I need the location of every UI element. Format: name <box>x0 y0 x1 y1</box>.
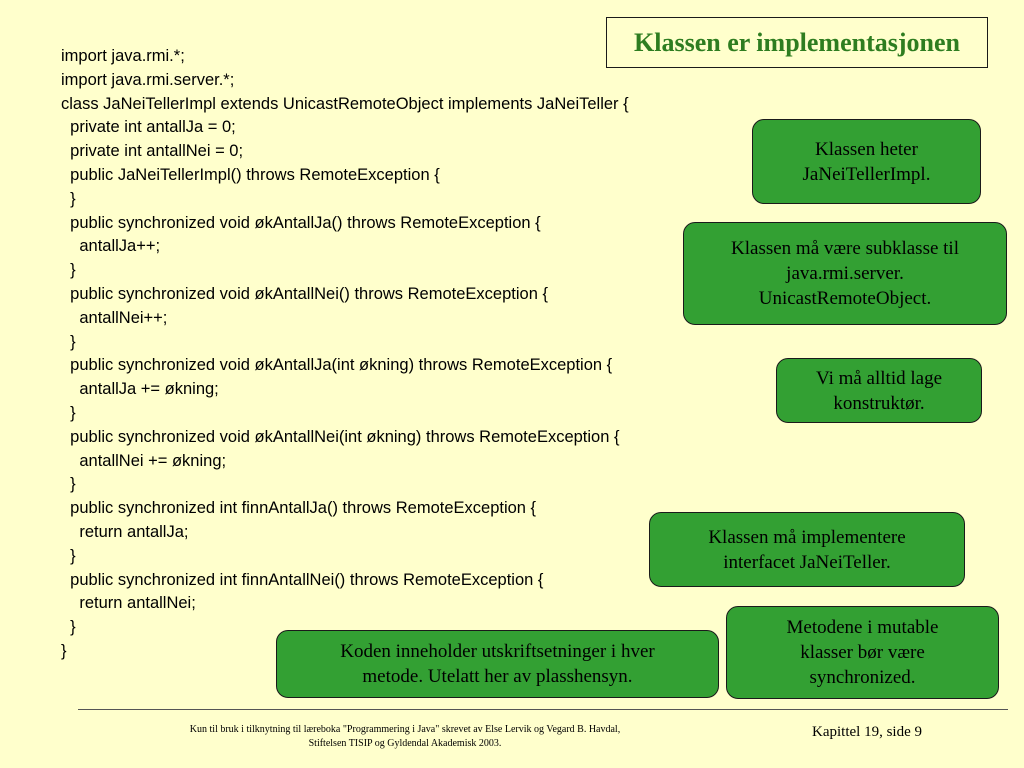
code-line: class JaNeiTellerImpl extends UnicastRemoteObject implements JaNeiTeller { <box>61 94 629 113</box>
code-line: public synchronized void økAntallNei(int økning) throws RemoteException { <box>61 427 620 446</box>
code-line: } <box>61 546 76 565</box>
code-line: } <box>61 641 67 660</box>
note-synchronized <box>726 606 999 699</box>
note-text: Koden inneholder utskriftsetninger i hver metode. Utelatt her av plasshensyn. <box>340 641 655 687</box>
note-class-name <box>752 119 981 204</box>
code-line: public synchronized void økAntallJa(int økning) throws RemoteException { <box>61 356 613 375</box>
code-line: import java.rmi.*; <box>61 47 185 65</box>
footer-credit: Kun til bruk i tilknytning til læreboka "Programmering i Java" skrevet av Else Lervik og Vegard B. Havdal, Stiftelsen TISIP og Gyldendal Akademisk 2003. <box>189 724 621 749</box>
note-subclass <box>683 222 1007 325</box>
note-text: Klassen må implementere interfacet JaNeiTeller. <box>708 526 906 573</box>
note-constructor <box>776 358 982 423</box>
code-line: public JaNeiTellerImpl() throws RemoteException { <box>61 165 440 184</box>
note-text: Klassen heter JaNeiTellerImpl. <box>802 138 931 185</box>
code-line: } <box>61 403 76 422</box>
code-line: public synchronized void økAntallJa() throws RemoteException { <box>61 213 541 232</box>
code-line: } <box>61 475 76 494</box>
note-text: Metodene i mutable klasser bør være synchronized. <box>786 617 939 688</box>
code-line: return antallJa; <box>61 522 189 541</box>
code-line: } <box>61 618 76 637</box>
note-implements <box>649 512 965 587</box>
slide-title: Klassen er implementasjonen <box>634 27 960 57</box>
code-line: } <box>61 261 76 280</box>
code-line: return antallNei; <box>61 594 196 613</box>
code-line: private int antallNei = 0; <box>61 142 244 161</box>
note-print-statements <box>276 630 719 698</box>
footer-divider <box>78 709 1008 710</box>
code-line: antallJa += økning; <box>61 380 219 399</box>
page-number: Kapittel 19, side 9 <box>812 724 922 740</box>
code-line: public synchronized int finnAntallJa() throws RemoteException { <box>61 499 537 518</box>
code-line: public synchronized int finnAntallNei() throws RemoteException { <box>61 570 544 589</box>
code-line: public synchronized void økAntallNei() throws RemoteException { <box>61 284 548 303</box>
note-text: Vi må alltid lage konstruktør. <box>815 367 942 414</box>
code-listing <box>61 45 629 664</box>
code-line: } <box>61 189 76 208</box>
note-text: Klassen må være subklasse til java.rmi.server. UnicastRemoteObject. <box>731 238 959 309</box>
code-line: } <box>61 332 76 351</box>
code-line: antallNei++; <box>61 308 168 327</box>
title-box <box>606 17 988 68</box>
code-line: private int antallJa = 0; <box>61 118 236 137</box>
code-line: antallNei += økning; <box>61 451 227 470</box>
code-line: antallJa++; <box>61 237 161 256</box>
code-line: import java.rmi.server.*; <box>61 70 235 89</box>
